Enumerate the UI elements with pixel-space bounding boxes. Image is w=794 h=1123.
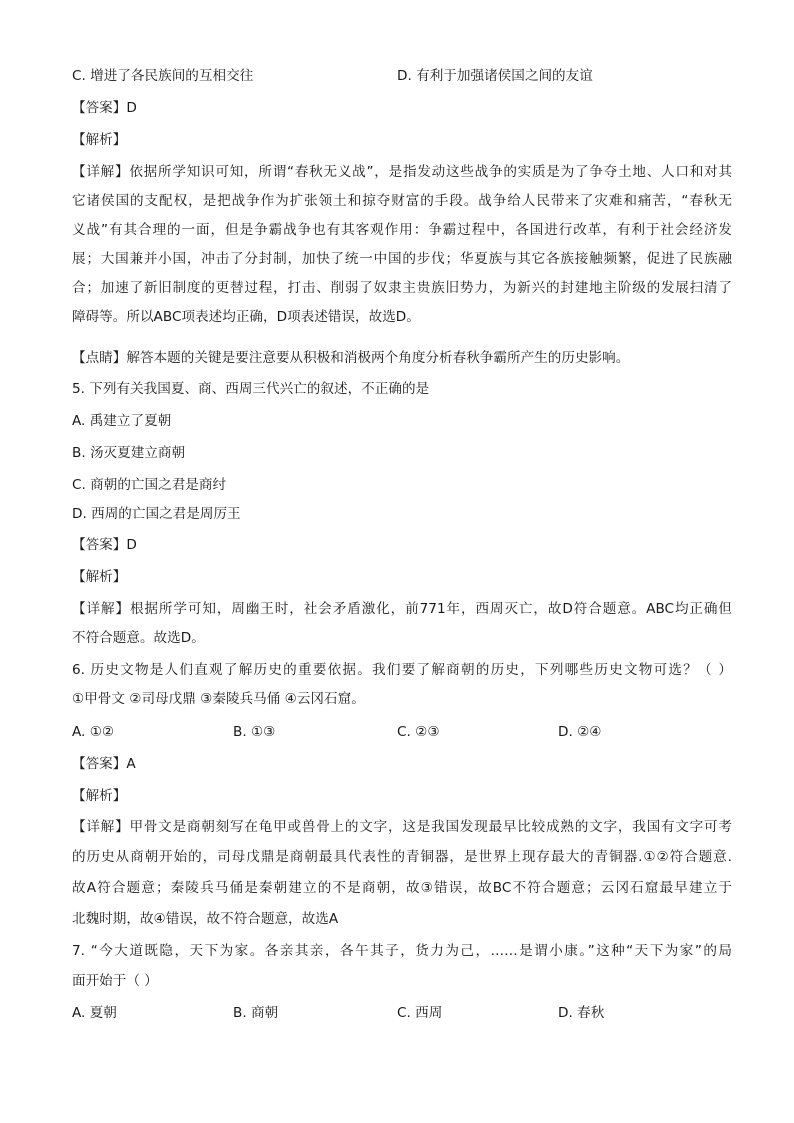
q4-tip: 【点睛】解答本题的关键是要注意要从积极和消极两个角度分析春秋争霸所产生的历史影响。 — [72, 350, 630, 366]
q7-option-a: A. 夏朝 — [72, 1005, 117, 1021]
q7-stem: 7. “今大道既隐，天下为家。各亲其亲，各午其子，货力为己，……是谓小康。”这种“天下为家”的局 — [72, 943, 732, 959]
q4-detail-line: 展；大国兼并小国，冲击了分封制，加快了统一中国的步伐；华夏族与其它各族接触频繁，促进了民族融 — [72, 251, 732, 267]
q6-detail-line: 北魏时期，故④错误，故不符合题意，故选A — [72, 911, 339, 927]
q4-detail-line: 合；加速了新旧制度的更替过程，打击、削弱了奴隶主贵族旧势力，为新兴的封建地主阶级的发展扫清了 — [72, 280, 732, 296]
q6-analysis-label: 【解析】 — [72, 788, 127, 804]
q4-option-c: C. 增进了各民族间的互相交往 — [72, 68, 254, 84]
q4-detail-line: 义战”有其合理的一面，但是争霸战争也有其客观作用：争霸过程中，各国进行改革，有利于社会经济发 — [72, 222, 732, 238]
q4-analysis-label: 【解析】 — [72, 132, 127, 148]
q5-option-b: B. 汤灭夏建立商朝 — [72, 445, 186, 461]
q7-option-d: D. 春秋 — [558, 1005, 605, 1021]
q7-option-b: B. 商朝 — [233, 1005, 279, 1021]
q6-stem-items: ①甲骨文 ②司母戊鼎 ③秦陵兵马俑 ④云冈石窟。 — [72, 691, 365, 707]
q7-option-c: C. 西周 — [397, 1005, 443, 1021]
q5-detail-line: 【详解】根据所学可知，周幽王时，社会矛盾激化，前771年，西周灭亡，故D符合题意。ABC均正确但 — [72, 601, 732, 617]
q4-answer: 【答案】D — [72, 100, 137, 116]
q4-detail-line: 障碍等。所以ABC项表述均正确，D项表述错误，故选D。 — [72, 309, 420, 325]
q5-option-d: D. 西周的亡国之君是周厉王 — [72, 506, 241, 522]
q4-detail-line: 【详解】依据所学知识可知，所谓“春秋无义战”，是指发动这些战争的实质是为了争夺土地、人口和对其 — [72, 164, 732, 180]
q6-answer: 【答案】A — [72, 756, 136, 772]
q6-option-c: C. ②③ — [397, 724, 440, 740]
q7-stem: 面开始于（ ） — [72, 973, 158, 989]
q6-stem: 6. 历史文物是人们直观了解历史的重要依据。我们要了解商朝的历史，下列哪些历史文物可选？（ ） — [72, 662, 732, 678]
q5-analysis-label: 【解析】 — [72, 569, 127, 585]
q4-option-d: D. 有利于加强诸侯国之间的友谊 — [397, 68, 593, 84]
q6-detail-line: 【详解】甲骨文是商朝刻写在龟甲或兽骨上的文字，这是我国发现最早比较成熟的文字，我国有文字可考 — [72, 819, 732, 835]
q6-option-b: B. ①③ — [233, 724, 276, 740]
q5-option-c: C. 商朝的亡国之君是商纣 — [72, 477, 227, 493]
q5-stem: 5. 下列有关我国夏、商、西周三代兴亡的叙述，不正确的是 — [72, 381, 430, 397]
q4-detail-line: 它诸侯国的支配权，是把战争作为扩张领土和掠夺财富的手段。战争给人民带来了灾难和痛苦，“春秋无 — [72, 193, 732, 209]
q6-detail-line: 的历史从商朝开始的，司母戊鼎是商朝最具代表性的青铜器，是世界上现存最大的青铜器.①②符合题意. — [72, 849, 732, 865]
q5-answer: 【答案】D — [72, 537, 137, 553]
q6-option-a: A. ①② — [72, 724, 115, 740]
q5-detail-line: 不符合题意。故选D。 — [72, 630, 205, 646]
q5-option-a: A. 禹建立了夏朝 — [72, 413, 172, 429]
q6-detail-line: 故A符合题意；秦陵兵马俑是秦朝建立的不是商朝，故③错误，故BC不符合题意；云冈石窟最早建立于 — [72, 880, 732, 896]
q6-option-d: D. ②④ — [558, 724, 602, 740]
